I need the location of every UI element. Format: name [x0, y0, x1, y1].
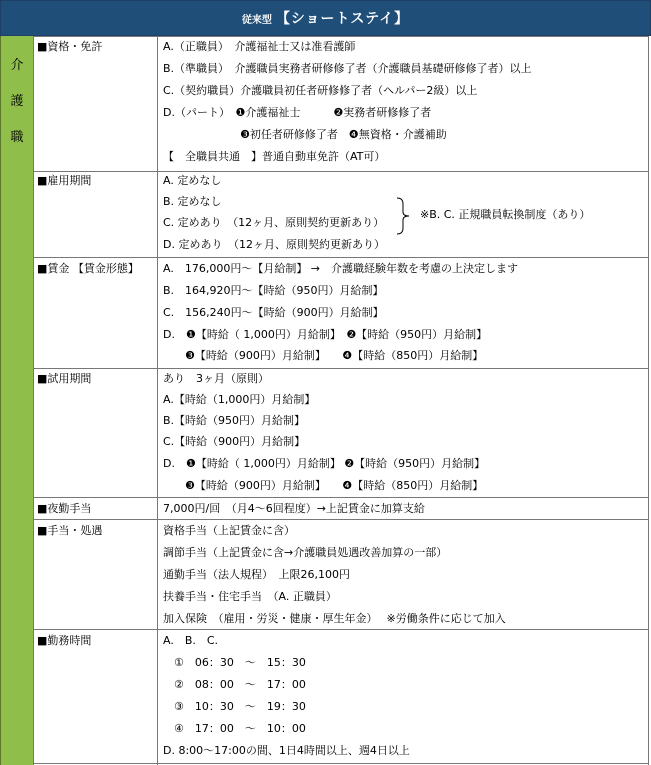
column-divider [157, 36, 158, 765]
row-line: D. 8:00～17:00の間、1日4時間以上、週4日以上 [163, 744, 410, 757]
side-label-char: 職 [10, 130, 24, 145]
row-divider [33, 629, 649, 630]
row-line: A. B. C. [163, 634, 219, 647]
row-line: A.【時給（1,000円）月給制】 [163, 393, 316, 406]
row-line: 扶養手当・住宅手当 （A. 正職員） [163, 590, 337, 603]
table-border-right [648, 36, 649, 765]
row-line: 【 全職員共通 】普通自動車免許（AT可） [163, 150, 386, 163]
row-category-trial-period: ■試用期間 [37, 372, 92, 385]
row-line: B.（準職員） 介護職員実務者研修修了者（介護職員基礎研修修了者）以上 [163, 62, 532, 75]
row-line: D.（パート） ❶介護福祉士 ❷実務者研修修了者 [163, 106, 432, 119]
row-category-allowances: ■手当・処遇 [37, 524, 103, 537]
row-line: C. 定めあり （12ヶ月、原則契約更新あり） [163, 216, 385, 229]
row-line: D. 定めあり （12ヶ月、原則契約更新あり） [163, 238, 385, 251]
row-line: C.【時給（900円）月給制】 [163, 435, 306, 448]
row-line: ❸【時給（900円）月給制】 ❹【時給（850円）月給制】 [163, 349, 484, 362]
row-line: ❸【時給（900円）月給制】 ❹【時給（850円）月給制】 [163, 479, 484, 492]
row-divider [33, 763, 649, 764]
row-line: 加入保険 （雇用・労災・健康・厚生年金） ※労働条件に応じて加入 [163, 612, 506, 625]
conditions-table [33, 36, 649, 765]
row-line: ❸初任者研修修了者 ❹無資格・介護補助 [163, 128, 447, 141]
row-line: 7,000円/回 （月4～6回程度）→上記賃金に加算支給 [163, 502, 425, 515]
brace-icon [395, 196, 411, 236]
title-bar [0, 0, 651, 36]
row-line: 通勤手当（法人規程） 上限26,100円 [163, 568, 350, 581]
row-divider [33, 36, 649, 37]
row-line: A.（正職員） 介護福祉士又は准看護師 [163, 40, 356, 53]
side-label-char: 護 [10, 94, 24, 109]
page-title: 【ショートステイ】 [275, 11, 410, 27]
row-line: ③ 10：30 ～ 19：30 [163, 700, 306, 713]
side-label-column [0, 36, 34, 765]
row-category-employment-period: ■雇用期間 [37, 174, 92, 187]
row-divider [33, 368, 649, 369]
row-line: ④ 17：00 ～ 10：00 [163, 722, 306, 735]
row-line: C. 156,240円～【時給（900円）月給制】 [163, 306, 384, 319]
row-line: D. ❶【時給（ 1,000円）月給制】 ❷【時給（950円）月給制】 [163, 457, 486, 470]
conversion-note: ※B. C. 正規職員転換制度（あり） [420, 208, 591, 221]
row-line: あり 3ヶ月（原則） [163, 372, 269, 385]
row-divider [33, 257, 649, 258]
row-line: ② 08：00 ～ 17：00 [163, 678, 306, 691]
title-prefix: 従来型 [241, 14, 272, 26]
row-divider [33, 497, 649, 498]
row-line: B. 164,920円～【時給（950円）月給制】 [163, 284, 384, 297]
row-category-qualification: ■資格・免許 [37, 40, 103, 53]
row-line: A. 定めなし [163, 174, 222, 187]
row-category-wage: ■賃金 【賃金形態】 [37, 262, 139, 275]
row-category-night-allowance: ■夜勤手当 [37, 502, 92, 515]
row-line: A. 176,000円～【月給制】 → 介護職経験年数を考慮の上決定します [163, 262, 519, 275]
row-category-working-hours: ■勤務時間 [37, 634, 92, 647]
row-line: 資格手当（上記賃金に含） [163, 524, 295, 537]
row-line: C.（契約職員）介護職員初任者研修修了者（ヘルパー2級）以上 [163, 84, 478, 97]
table-border-left [33, 36, 34, 765]
row-line: B. 定めなし [163, 195, 222, 208]
row-divider [33, 171, 649, 172]
row-line: D. ❶【時給（ 1,000円）月給制】 ❷【時給（950円）月給制】 [163, 328, 488, 341]
row-divider [33, 519, 649, 520]
side-label-char: 介 [10, 58, 24, 73]
row-line: B.【時給（950円）月給制】 [163, 414, 306, 427]
row-line: 調節手当（上記賃金に含→介護職員処遇改善加算の一部） [163, 546, 448, 559]
row-line: ① 06：30 ～ 15：30 [163, 656, 306, 669]
